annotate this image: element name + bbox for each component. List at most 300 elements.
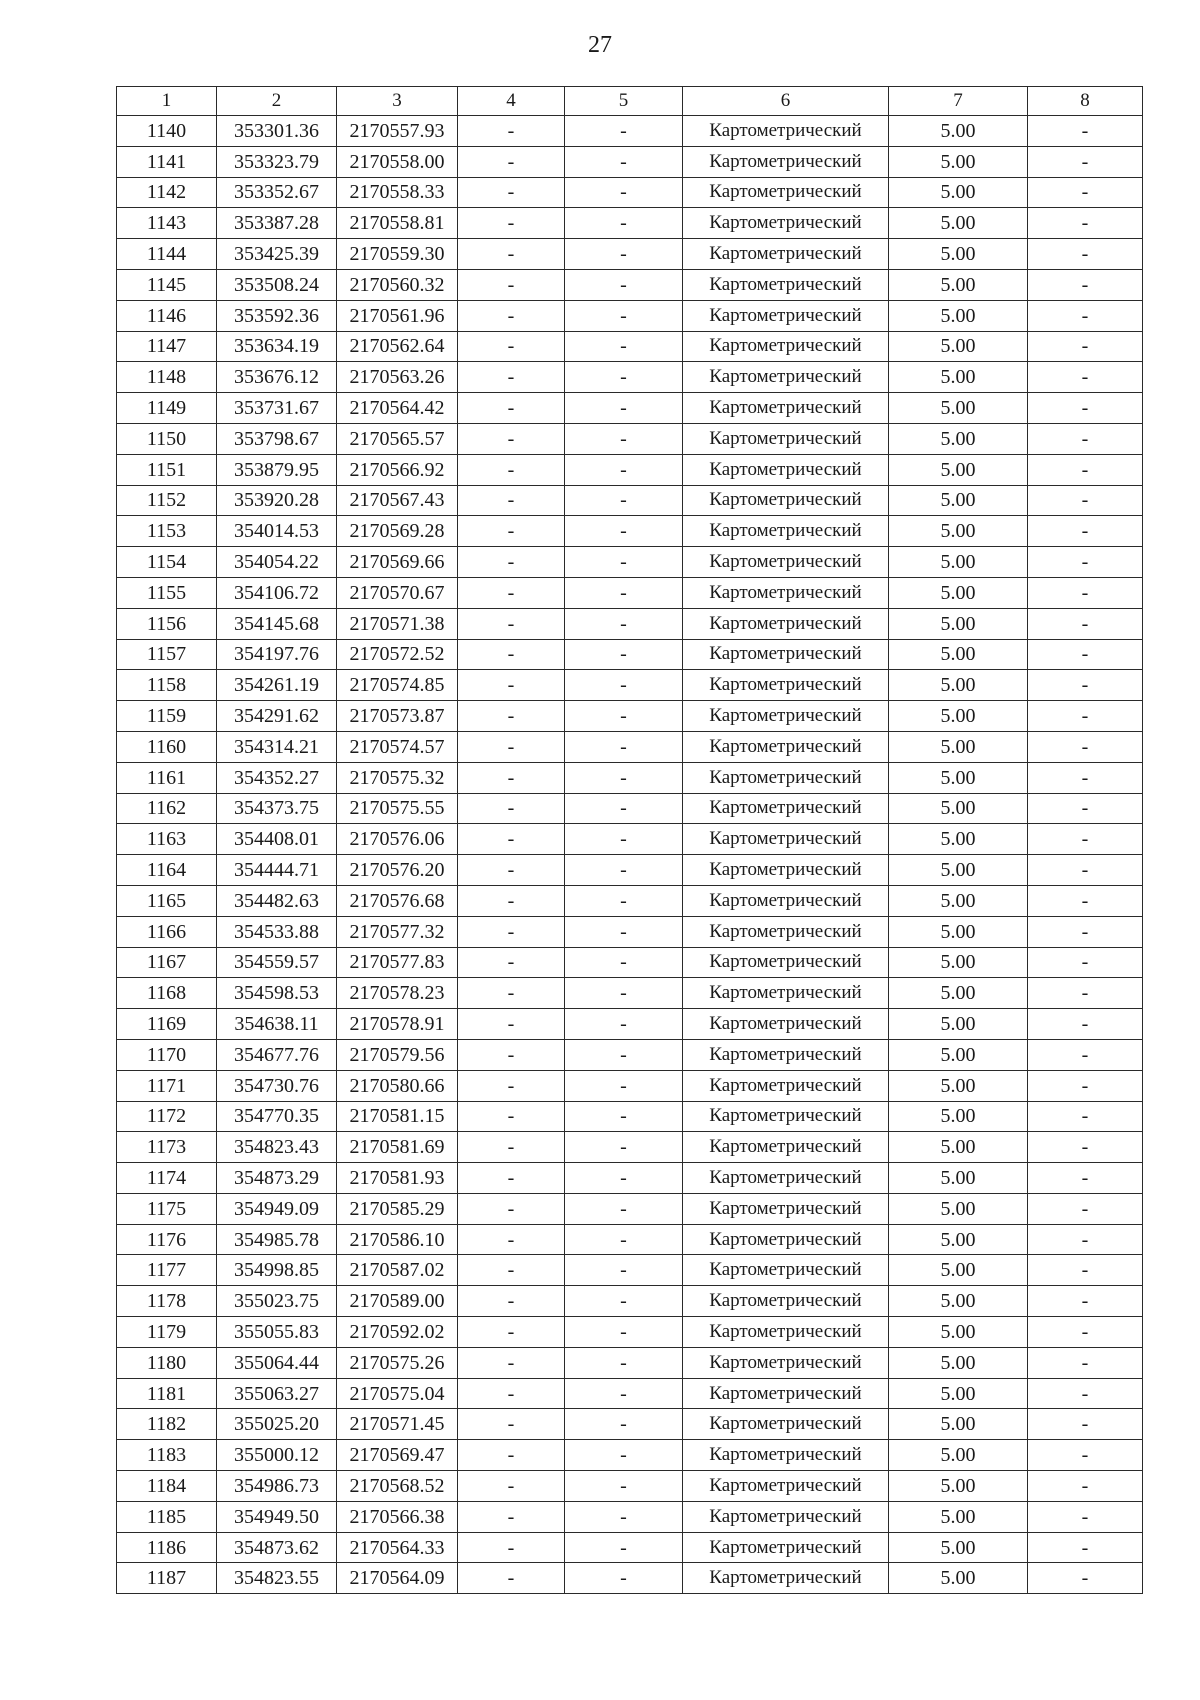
cell-col-8: - [1028,670,1143,701]
cell-coord-x: 354770.35 [217,1101,337,1132]
table-row [117,485,1143,516]
cell-coord-x: 354730.76 [217,1070,337,1101]
cell-coord-x: 355023.75 [217,1286,337,1317]
cell-col-4: - [458,239,565,270]
cell-col-8: - [1028,1471,1143,1502]
cell-col-4: - [458,639,565,670]
cell-accuracy: 5.00 [889,701,1028,732]
cell-coord-y: 2170581.69 [337,1132,458,1163]
cell-col-4: - [458,1009,565,1040]
cell-col-8: - [1028,454,1143,485]
table-row [117,1471,1143,1502]
table-row [117,1224,1143,1255]
cell-col-8: - [1028,608,1143,639]
cell-method: Картометрический [683,393,889,424]
cell-accuracy: 5.00 [889,300,1028,331]
table-row [117,208,1143,239]
cell-accuracy: 5.00 [889,1378,1028,1409]
cell-method: Картометрический [683,947,889,978]
cell-coord-x: 353323.79 [217,146,337,177]
cell-point-number: 1159 [117,701,217,732]
cell-coord-y: 2170585.29 [337,1193,458,1224]
cell-coord-y: 2170564.42 [337,393,458,424]
cell-col-8: - [1028,547,1143,578]
cell-accuracy: 5.00 [889,516,1028,547]
cell-col-4: - [458,947,565,978]
cell-col-4: - [458,1563,565,1594]
column-header-2: 2 [217,87,337,116]
cell-col-5: - [565,701,683,732]
cell-coord-x: 353592.36 [217,300,337,331]
cell-accuracy: 5.00 [889,1009,1028,1040]
cell-method: Картометрический [683,516,889,547]
cell-method: Картометрический [683,1163,889,1194]
cell-col-8: - [1028,1532,1143,1563]
cell-coord-y: 2170586.10 [337,1224,458,1255]
table-row [117,1286,1143,1317]
cell-col-4: - [458,1317,565,1348]
cell-coord-x: 354949.50 [217,1501,337,1532]
cell-method: Картометрический [683,670,889,701]
cell-coord-y: 2170577.32 [337,916,458,947]
cell-accuracy: 5.00 [889,331,1028,362]
cell-method: Картометрический [683,608,889,639]
cell-accuracy: 5.00 [889,1409,1028,1440]
cell-col-8: - [1028,978,1143,1009]
table-row [117,177,1143,208]
cell-col-8: - [1028,639,1143,670]
cell-col-8: - [1028,824,1143,855]
cell-col-5: - [565,146,683,177]
cell-coord-x: 354873.29 [217,1163,337,1194]
cell-point-number: 1169 [117,1009,217,1040]
cell-col-8: - [1028,731,1143,762]
cell-coord-y: 2170562.64 [337,331,458,362]
cell-method: Картометрический [683,978,889,1009]
cell-accuracy: 5.00 [889,1440,1028,1471]
cell-col-5: - [565,393,683,424]
cell-col-5: - [565,269,683,300]
cell-col-4: - [458,824,565,855]
cell-col-8: - [1028,1563,1143,1594]
cell-coord-x: 354261.19 [217,670,337,701]
cell-coord-y: 2170573.87 [337,701,458,732]
cell-coord-x: 354598.53 [217,978,337,1009]
cell-col-4: - [458,423,565,454]
cell-col-4: - [458,701,565,732]
cell-col-4: - [458,978,565,1009]
cell-col-5: - [565,1070,683,1101]
cell-coord-x: 354014.53 [217,516,337,547]
cell-point-number: 1142 [117,177,217,208]
cell-point-number: 1141 [117,146,217,177]
cell-col-8: - [1028,1132,1143,1163]
table-row [117,916,1143,947]
cell-method: Картометрический [683,577,889,608]
cell-accuracy: 5.00 [889,1193,1028,1224]
cell-coord-x: 354314.21 [217,731,337,762]
cell-col-5: - [565,1440,683,1471]
cell-col-4: - [458,1471,565,1502]
cell-col-5: - [565,208,683,239]
cell-col-8: - [1028,1101,1143,1132]
cell-coord-x: 354949.09 [217,1193,337,1224]
cell-accuracy: 5.00 [889,885,1028,916]
cell-col-8: - [1028,885,1143,916]
cell-col-5: - [565,1347,683,1378]
column-header-3: 3 [337,87,458,116]
cell-accuracy: 5.00 [889,1039,1028,1070]
cell-coord-y: 2170587.02 [337,1255,458,1286]
cell-method: Картометрический [683,731,889,762]
cell-point-number: 1166 [117,916,217,947]
cell-coord-x: 354873.62 [217,1532,337,1563]
cell-col-4: - [458,177,565,208]
cell-col-5: - [565,731,683,762]
cell-method: Картометрический [683,177,889,208]
cell-point-number: 1157 [117,639,217,670]
cell-coord-y: 2170578.23 [337,978,458,1009]
cell-col-8: - [1028,1440,1143,1471]
cell-point-number: 1172 [117,1101,217,1132]
cell-method: Картометрический [683,1286,889,1317]
cell-col-5: - [565,1193,683,1224]
cell-point-number: 1149 [117,393,217,424]
cell-point-number: 1177 [117,1255,217,1286]
cell-col-8: - [1028,362,1143,393]
cell-point-number: 1186 [117,1532,217,1563]
cell-col-5: - [565,885,683,916]
cell-col-4: - [458,762,565,793]
cell-col-5: - [565,1378,683,1409]
table-row [117,547,1143,578]
cell-accuracy: 5.00 [889,269,1028,300]
cell-col-5: - [565,1009,683,1040]
table-row [117,885,1143,916]
cell-method: Картометрический [683,1501,889,1532]
table-row [117,423,1143,454]
cell-point-number: 1146 [117,300,217,331]
table-header-row [117,87,1143,116]
cell-coord-y: 2170566.92 [337,454,458,485]
cell-coord-x: 354998.85 [217,1255,337,1286]
cell-coord-x: 354145.68 [217,608,337,639]
table-row [117,1317,1143,1348]
cell-point-number: 1167 [117,947,217,978]
cell-point-number: 1151 [117,454,217,485]
cell-coord-x: 354823.55 [217,1563,337,1594]
cell-coord-y: 2170564.33 [337,1532,458,1563]
cell-coord-y: 2170571.45 [337,1409,458,1440]
cell-col-4: - [458,300,565,331]
cell-coord-y: 2170557.93 [337,116,458,147]
table-row [117,516,1143,547]
cell-col-5: - [565,670,683,701]
cell-point-number: 1140 [117,116,217,147]
cell-coord-y: 2170559.30 [337,239,458,270]
cell-coord-x: 353301.36 [217,116,337,147]
cell-point-number: 1174 [117,1163,217,1194]
cell-point-number: 1155 [117,577,217,608]
cell-coord-x: 353676.12 [217,362,337,393]
cell-coord-x: 353387.28 [217,208,337,239]
cell-col-8: - [1028,793,1143,824]
cell-col-4: - [458,1347,565,1378]
cell-method: Картометрический [683,208,889,239]
cell-col-5: - [565,793,683,824]
cell-col-8: - [1028,1039,1143,1070]
cell-coord-y: 2170575.32 [337,762,458,793]
cell-coord-y: 2170576.68 [337,885,458,916]
cell-accuracy: 5.00 [889,793,1028,824]
table-row [117,300,1143,331]
cell-method: Картометрический [683,146,889,177]
cell-method: Картометрический [683,1070,889,1101]
cell-accuracy: 5.00 [889,855,1028,886]
cell-coord-x: 355025.20 [217,1409,337,1440]
cell-col-8: - [1028,1255,1143,1286]
cell-col-8: - [1028,208,1143,239]
cell-col-5: - [565,1039,683,1070]
cell-accuracy: 5.00 [889,116,1028,147]
cell-col-5: - [565,855,683,886]
cell-col-8: - [1028,269,1143,300]
cell-accuracy: 5.00 [889,1286,1028,1317]
cell-accuracy: 5.00 [889,1347,1028,1378]
cell-col-5: - [565,1317,683,1348]
cell-accuracy: 5.00 [889,423,1028,454]
cell-coord-y: 2170566.38 [337,1501,458,1532]
cell-col-5: - [565,177,683,208]
cell-coord-x: 354197.76 [217,639,337,670]
cell-col-5: - [565,762,683,793]
cell-accuracy: 5.00 [889,1224,1028,1255]
cell-col-4: - [458,1532,565,1563]
cell-point-number: 1183 [117,1440,217,1471]
cell-col-5: - [565,1163,683,1194]
cell-point-number: 1161 [117,762,217,793]
cell-col-8: - [1028,331,1143,362]
column-header-4: 4 [458,87,565,116]
cell-coord-x: 355063.27 [217,1378,337,1409]
cell-method: Картометрический [683,454,889,485]
cell-coord-y: 2170569.28 [337,516,458,547]
table-row [117,239,1143,270]
cell-col-5: - [565,331,683,362]
cell-coord-x: 354054.22 [217,547,337,578]
column-header-6: 6 [683,87,889,116]
table-row [117,1039,1143,1070]
cell-accuracy: 5.00 [889,762,1028,793]
cell-accuracy: 5.00 [889,547,1028,578]
cell-col-4: - [458,331,565,362]
cell-point-number: 1171 [117,1070,217,1101]
cell-method: Картометрический [683,824,889,855]
cell-method: Картометрический [683,116,889,147]
cell-col-4: - [458,577,565,608]
cell-coord-y: 2170575.26 [337,1347,458,1378]
cell-accuracy: 5.00 [889,608,1028,639]
cell-method: Картометрический [683,1255,889,1286]
cell-col-5: - [565,1471,683,1502]
table-row [117,978,1143,1009]
cell-accuracy: 5.00 [889,146,1028,177]
cell-point-number: 1163 [117,824,217,855]
table-row [117,362,1143,393]
cell-accuracy: 5.00 [889,177,1028,208]
cell-coord-y: 2170560.32 [337,269,458,300]
cell-coord-x: 355000.12 [217,1440,337,1471]
cell-coord-x: 353920.28 [217,485,337,516]
cell-accuracy: 5.00 [889,1070,1028,1101]
cell-point-number: 1184 [117,1471,217,1502]
cell-col-4: - [458,1378,565,1409]
cell-coord-x: 353425.39 [217,239,337,270]
cell-col-8: - [1028,855,1143,886]
cell-coord-x: 354823.43 [217,1132,337,1163]
cell-accuracy: 5.00 [889,670,1028,701]
cell-col-4: - [458,916,565,947]
table-row [117,1378,1143,1409]
cell-method: Картометрический [683,762,889,793]
cell-col-4: - [458,1224,565,1255]
table-row [117,1347,1143,1378]
cell-col-4: - [458,670,565,701]
cell-col-4: - [458,1070,565,1101]
cell-coord-x: 354638.11 [217,1009,337,1040]
cell-point-number: 1173 [117,1132,217,1163]
cell-method: Картометрический [683,701,889,732]
cell-accuracy: 5.00 [889,1255,1028,1286]
column-header-7: 7 [889,87,1028,116]
column-header-1: 1 [117,87,217,116]
cell-col-4: - [458,485,565,516]
cell-point-number: 1145 [117,269,217,300]
coordinates-table [116,86,1143,1594]
cell-method: Картометрический [683,547,889,578]
cell-col-4: - [458,1101,565,1132]
cell-method: Картометрический [683,1193,889,1224]
cell-coord-y: 2170592.02 [337,1317,458,1348]
table-row [117,146,1143,177]
cell-method: Картометрический [683,331,889,362]
cell-coord-y: 2170568.52 [337,1471,458,1502]
cell-method: Картометрический [683,1132,889,1163]
cell-col-5: - [565,239,683,270]
cell-col-8: - [1028,177,1143,208]
cell-col-5: - [565,608,683,639]
cell-method: Картометрический [683,1224,889,1255]
cell-col-5: - [565,485,683,516]
table-row [117,793,1143,824]
cell-accuracy: 5.00 [889,1163,1028,1194]
cell-coord-x: 354106.72 [217,577,337,608]
cell-accuracy: 5.00 [889,978,1028,1009]
column-header-5: 5 [565,87,683,116]
cell-coord-x: 354373.75 [217,793,337,824]
cell-col-8: - [1028,762,1143,793]
cell-col-8: - [1028,1378,1143,1409]
cell-accuracy: 5.00 [889,1532,1028,1563]
cell-point-number: 1152 [117,485,217,516]
cell-coord-y: 2170565.57 [337,423,458,454]
cell-coord-x: 354444.71 [217,855,337,886]
cell-method: Картометрический [683,793,889,824]
cell-coord-y: 2170581.93 [337,1163,458,1194]
table-row [117,1563,1143,1594]
table-row [117,1255,1143,1286]
cell-coord-y: 2170581.15 [337,1101,458,1132]
cell-col-5: - [565,1101,683,1132]
cell-accuracy: 5.00 [889,1563,1028,1594]
cell-col-8: - [1028,146,1143,177]
table-row [117,1440,1143,1471]
cell-point-number: 1182 [117,1409,217,1440]
cell-method: Картометрический [683,485,889,516]
cell-col-8: - [1028,947,1143,978]
table-row [117,1132,1143,1163]
cell-accuracy: 5.00 [889,577,1028,608]
cell-point-number: 1178 [117,1286,217,1317]
cell-col-8: - [1028,485,1143,516]
cell-method: Картометрический [683,1009,889,1040]
cell-method: Картометрический [683,269,889,300]
cell-coord-x: 354482.63 [217,885,337,916]
cell-coord-y: 2170576.20 [337,855,458,886]
cell-col-8: - [1028,116,1143,147]
cell-col-4: - [458,362,565,393]
cell-method: Картометрический [683,1347,889,1378]
table-row [117,1101,1143,1132]
cell-coord-x: 355064.44 [217,1347,337,1378]
cell-col-5: - [565,454,683,485]
table-row [117,670,1143,701]
cell-method: Картометрический [683,1440,889,1471]
cell-coord-x: 353879.95 [217,454,337,485]
cell-method: Картометрический [683,1532,889,1563]
cell-col-8: - [1028,516,1143,547]
table-row [117,639,1143,670]
cell-col-5: - [565,577,683,608]
cell-col-5: - [565,516,683,547]
cell-col-5: - [565,1409,683,1440]
table-row [117,331,1143,362]
cell-coord-y: 2170577.83 [337,947,458,978]
cell-col-8: - [1028,1409,1143,1440]
cell-point-number: 1175 [117,1193,217,1224]
cell-col-4: - [458,1501,565,1532]
cell-method: Картометрический [683,885,889,916]
cell-col-8: - [1028,577,1143,608]
cell-col-5: - [565,1501,683,1532]
cell-coord-x: 354291.62 [217,701,337,732]
page-number: 27 [588,32,612,58]
cell-col-4: - [458,855,565,886]
cell-col-8: - [1028,701,1143,732]
cell-point-number: 1180 [117,1347,217,1378]
cell-coord-x: 354408.01 [217,824,337,855]
cell-col-4: - [458,1039,565,1070]
cell-col-5: - [565,1563,683,1594]
cell-col-4: - [458,731,565,762]
cell-coord-y: 2170576.06 [337,824,458,855]
cell-col-8: - [1028,1163,1143,1194]
cell-accuracy: 5.00 [889,1501,1028,1532]
cell-method: Картометрический [683,239,889,270]
cell-method: Картометрический [683,1471,889,1502]
cell-coord-x: 354352.27 [217,762,337,793]
cell-point-number: 1187 [117,1563,217,1594]
